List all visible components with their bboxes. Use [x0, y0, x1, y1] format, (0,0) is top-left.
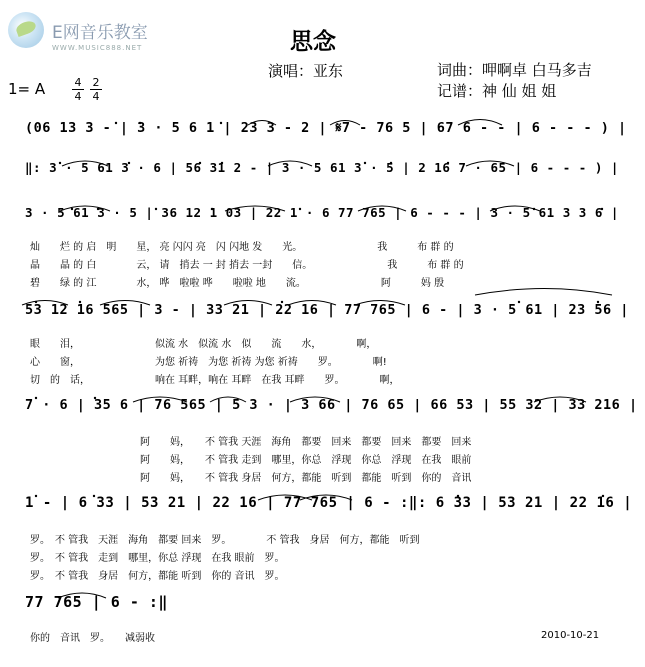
staff-line-3: 3 · 5 61 3 · 5 | 36 12 1 03 | 22 1 · 6 77 765 | 6 - - - | 3 · 5 61 3 3 6 |: [25, 205, 619, 220]
lyrics-line: 罗。 不 管我 走到 哪里，你总 浮现 在我 眼前 罗。: [30, 553, 285, 564]
key-signature: 1= A: [8, 80, 46, 98]
lyrics-line: 灿 烂 的 启 明 星， 亮 闪闪 亮 闪 闪地 发 光。 我 布 群 的: [30, 242, 454, 253]
logo-name: E网音乐教室: [52, 23, 148, 43]
lyrics-line: 你的 音讯 罗。 减弱收: [30, 633, 155, 644]
staff-line-7: 77 765 | 6 - :‖: [25, 593, 168, 611]
singer: 演唱：亚东: [268, 62, 344, 80]
time-signature-b: 2 4: [90, 77, 102, 102]
lyrics-line: 心 窗， 为您 祈祷 为您 祈祷 为您 祈祷 罗。 啊!: [30, 357, 387, 368]
lyrics-line: 罗。 不 管我 天涯 海角 都要 回来 罗。 不 管我 身居 何方，都能 听到: [30, 535, 420, 546]
time-signature-a: 4 4: [72, 77, 84, 102]
staff-line-6: 1 - | 6 33 | 53 21 | 22 16 | 77 765 | 6 - :‖: 6 33 | 53 21 | 22 16 |: [25, 495, 633, 511]
lyrics-line: 眼 泪， 似流 水 似流 水 似 流 水， 啊，: [30, 339, 377, 350]
transcriber: 记谱：神 仙 姐 姐: [437, 82, 557, 100]
lyrics-line: 碧 绿 的 江 水， 哗 啦啦 哗 啦啦 地 流。 阿 妈 殷: [30, 278, 445, 289]
lyrics-line: 阿 妈， 不 管我 天涯 海角 都要 回来 都要 回来 都要 回来: [140, 437, 472, 448]
lyrics-line: 阿 妈， 不 管我 身居 何方，都能 听到 都能 听到 你的 音讯: [140, 473, 472, 484]
transcription-date: 2010-10-21: [541, 630, 600, 641]
lyrics-line: 阿 妈， 不 管我 走到 哪里，你总 浮现 你总 浮现 在我 眼前: [140, 455, 472, 466]
staff-line-5: 7 · 6 | 35 6 | 76 565 | 5 3 · | 3 66 | 76 65 | 66 53 | 55 32 | 33 216 |: [25, 397, 638, 413]
staff-line-1: (06 13 3 - | 3 · 5 6 1 | 23 3 - 2 | 𝄋7 - 76 5 | 67 6 - - | 6 - - - ) |: [25, 120, 627, 136]
logo-url: WWW.MUSIC888.NET: [52, 44, 143, 52]
lyrics-line: 晶 晶 的 白 云， 请 捎去 一 封 捎去 一封 信。 我 布 群 的: [30, 260, 464, 271]
lyrics-line: 切 的 话， 响在 耳畔，响在 耳畔 在我 耳畔 罗。 啊，: [30, 375, 400, 386]
staff-line-2: ‖: 3 · 5 61 3 · 6 | 56 31 2 - | 3 · 5 61 3 · 5 | 2 16 7 · 65 | 6 - - - ) |: [25, 160, 619, 175]
lyricist-composer: 词曲：呷啊卓 白马多吉: [437, 61, 592, 79]
lyrics-line: 罗。 不 管我 身居 何方，都能 听到 你的 音讯 罗。: [30, 571, 285, 582]
staff-line-4: 53 12 16 565 | 3 - | 33 21 | 22 16 | 77 765 | 6 - | 3 · 5 61 | 23 56 |: [25, 302, 629, 318]
song-title: 思念: [290, 29, 336, 55]
